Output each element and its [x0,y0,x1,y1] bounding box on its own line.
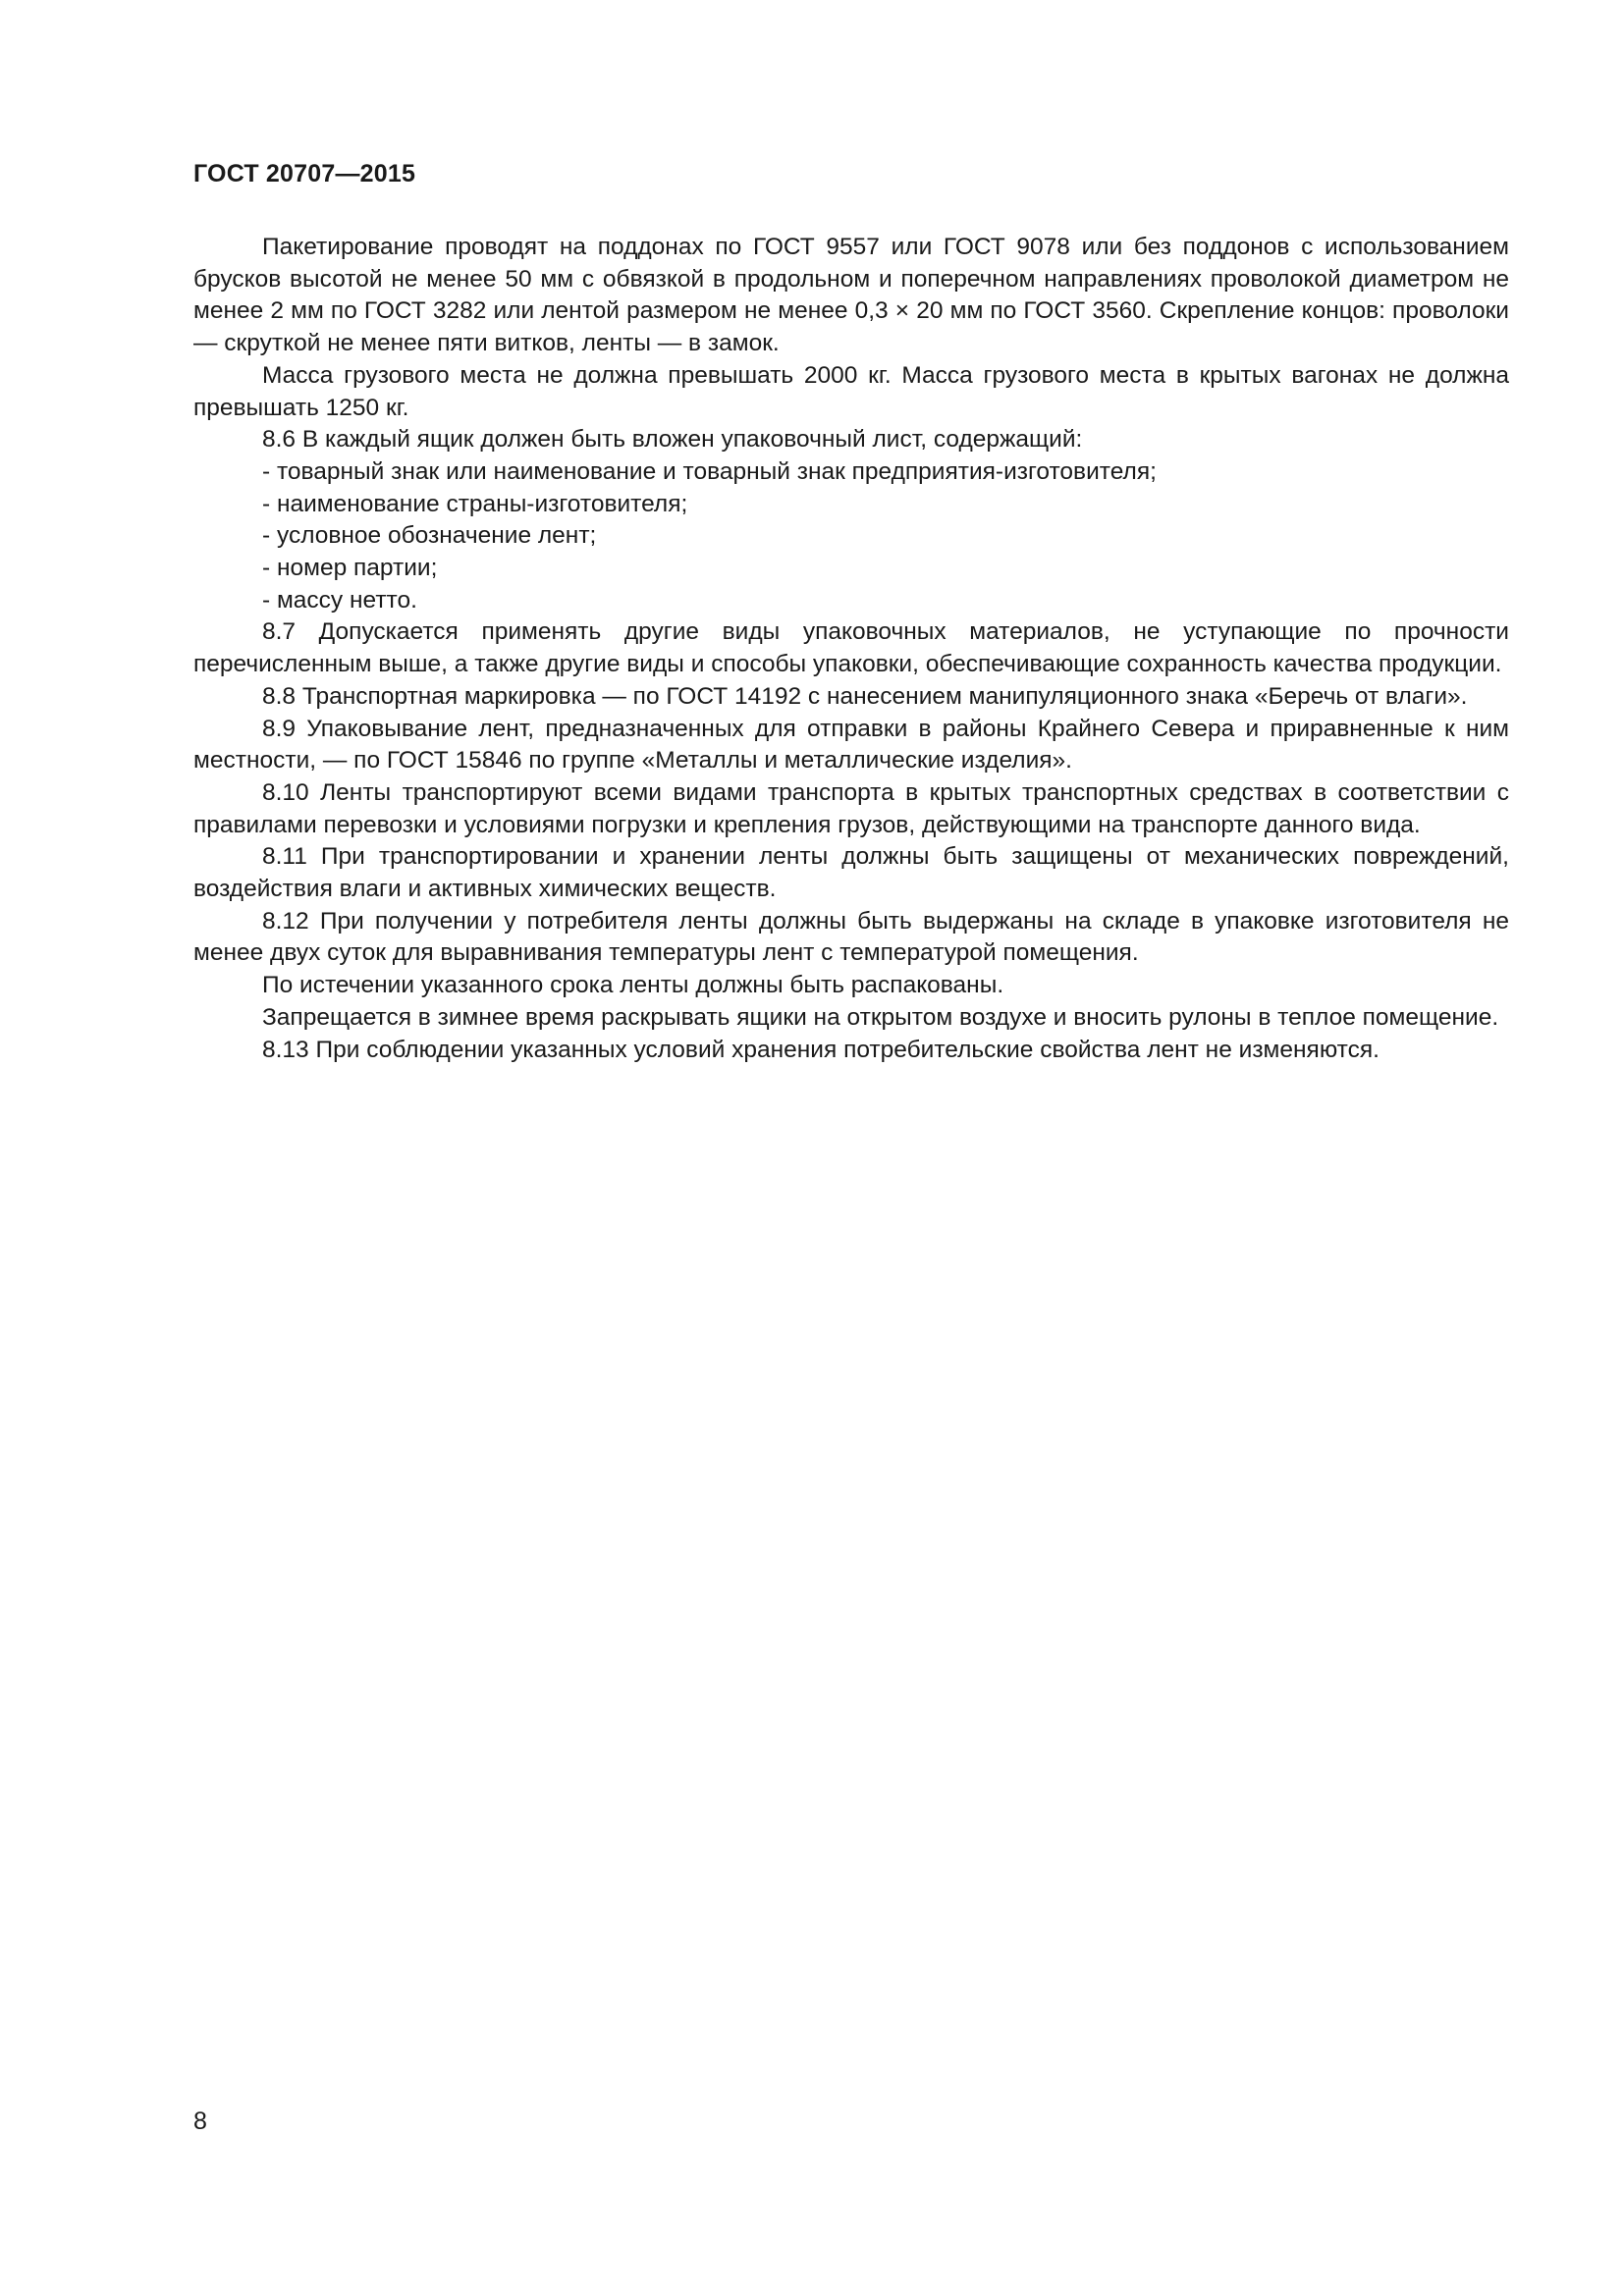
list-item: - условное обозначение лент; [262,522,597,550]
paragraph-8-8: 8.8 Транспортная маркировка — по ГОСТ 14192 с нанесением манипуляционного знака «Беречь от влаги». [262,682,1468,710]
list-item: - товарный знак или наименование и товарный знак предприятия-изготовителя; [262,457,1157,485]
paragraph-8-12: 8.12 При получении у потребителя ленты должны быть выдержаны на складе в упаковке изготовителя не менее двух суток для выравнивания температуры лент с температурой помещения. [193,907,1509,967]
list-item: - номер партии; [262,555,438,582]
page-number: 8 [193,2108,207,2135]
paragraph-unpacking: По истечении указанного срока ленты должны быть распакованы. [262,972,1004,999]
document-header: ГОСТ 20707—2015 [193,160,416,187]
document-body [193,232,1509,1066]
paragraph-8-13: 8.13 При соблюдении указанных условий хранения потребительские свойства лент не изменяются. [262,1036,1380,1063]
paragraph-winter-restriction: Запрещается в зимнее время раскрывать ящики на открытом воздухе и вносить рулоны в теплое помещение. [262,1003,1499,1031]
list-item: - наименование страны-изготовителя; [262,490,688,517]
paragraph-cargo-mass: Масса грузового места не должна превышать 2000 кг. Масса грузового места в крытых вагонах не должна превышать 1250 кг. [193,361,1509,421]
paragraph-8-9: 8.9 Упаковывание лент, предназначенных для отправки в районы Крайнего Севера и приравненные к ним местности, — по ГОСТ 15846 по группе «Металлы и металлические изделия». [193,715,1509,774]
list-item: - массу нетто. [262,586,417,614]
paragraph-packaging: Пакетирование проводят на поддонах по ГОСТ 9557 или ГОСТ 9078 или без поддонов с использованием брусков высотой не менее 50 мм с обвязкой в продольном и поперечном направлениях проволокой диаметром не менее 2 мм по ГОСТ 3282 или лентой размером не менее 0,3 × 20 мм по ГОСТ 3560. Скрепление концов: проволоки — скруткой не менее пяти витков, ленты — в замок. [193,234,1509,357]
paragraph-8-7: 8.7 Допускается применять другие виды упаковочных материалов, не уступающие по прочности перечисленным выше, а также другие виды и способы упаковки, обеспечивающие сохранность качества продукции. [193,618,1509,678]
paragraph-8-11: 8.11 При транспортировании и хранении ленты должны быть защищены от механических повреждений, воздействия влаги и активных химических веществ. [193,843,1509,903]
paragraph-8-10: 8.10 Ленты транспортируют всеми видами транспорта в крытых транспортных средствах в соответствии с правилами перевозки и условиями погрузки и крепления грузов, действующими на транспорте данного вида. [193,778,1509,838]
paragraph-8-6: 8.6 В каждый ящик должен быть вложен упаковочный лист, содержащий: [262,426,1083,454]
